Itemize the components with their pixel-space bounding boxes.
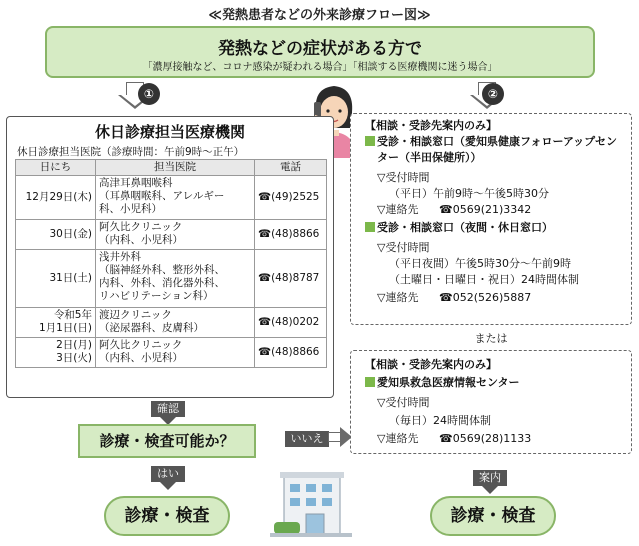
consultation-panel-1 <box>350 113 632 325</box>
consult1-hours2-label: ▽受付時間 <box>377 241 430 254</box>
col-header-clinic: 担当医院 <box>96 160 255 176</box>
row-clinic: 渡辺クリニック （泌尿器科、皮膚科） <box>96 308 255 338</box>
col-header-phone: 電話 <box>255 160 327 176</box>
yes-arrow-icon <box>160 482 176 490</box>
consult1-hours-label: ▽受付時間 <box>377 171 430 184</box>
consult1-contact: ☎0569(21)3342 <box>439 203 532 216</box>
route-2-label: ② <box>482 83 504 105</box>
consult1-window1: 受診・相談窓口（愛知県健康フォローアップセン <box>365 134 617 150</box>
availability-question: 診療・検査可能か？ <box>78 424 256 458</box>
symptom-conditions: 「濃厚接触など、コロナ感染が疑われる場合」「相談する医療機関に迷う場合」 <box>142 62 498 73</box>
row-clinic: 高津耳鼻咽喉科 （耳鼻咽喉科、アレルギー 科、小児科） <box>96 176 255 220</box>
row-date: 2日(月) 3日(火) <box>16 338 96 368</box>
holiday-panel-subtitle: 休日診療担当医院（診療時間：午前9時～正午） <box>17 146 245 158</box>
row-clinic: 浅井外科 （脳神経外科、整形外科、 内科、外科、消化器外科、 リハビリテーション科） <box>96 250 255 308</box>
row-phone: ☎(48)8787 <box>255 250 327 308</box>
row-phone: ☎(48)8866 <box>255 220 327 250</box>
holiday-schedule-table <box>15 159 327 368</box>
row-phone: ☎(49)2525 <box>255 176 327 220</box>
row-phone: ☎(48)0202 <box>255 308 327 338</box>
table-row <box>16 220 327 250</box>
consult2-contact: ☎0569(28)1133 <box>439 432 532 445</box>
row-clinic: 阿久比クリニック （内科、小児科） <box>96 338 255 368</box>
guide-arrow-icon <box>482 486 498 494</box>
table-row <box>16 176 327 220</box>
consultation-panel-2 <box>350 350 632 454</box>
confirm-tag: 確認 <box>151 401 185 417</box>
no-tag: いいえ <box>285 431 329 447</box>
holiday-panel-title: 休日診療担当医療機関 <box>94 123 245 141</box>
consult2-center: 愛知県救急医療情報センター <box>365 375 520 391</box>
table-row <box>16 308 327 338</box>
row-phone: ☎(48)8866 <box>255 338 327 368</box>
row-date: 令和5年 1月1日(日) <box>16 308 96 338</box>
symptom-box <box>45 26 595 78</box>
consult1-window1-cont: ター（半田保健所）） <box>377 151 482 164</box>
consultation-result-right: 診療・検査 <box>430 496 556 536</box>
consult1-window2: 受診・相談窓口（夜間・休日窓口） <box>365 220 553 236</box>
holiday-clinic-panel <box>6 116 334 398</box>
yes-tag: はい <box>151 466 185 482</box>
consult1-contact-label: ▽連絡先 <box>377 203 419 216</box>
consult2-hours-label: ▽受付時間 <box>377 396 430 409</box>
consult1-header: 【相談・受診先案内のみ】 <box>365 119 497 132</box>
table-row <box>16 338 327 368</box>
consult1-contact2-label: ▽連絡先 <box>377 291 419 304</box>
table-row <box>16 250 327 308</box>
route-1-label: ① <box>138 83 160 105</box>
guide-tag: 案内 <box>473 470 507 486</box>
row-date: 30日(金) <box>16 220 96 250</box>
consult1-hours: （平日）午前9時～午後5時30分 <box>389 187 549 200</box>
consultation-result-left: 診療・検査 <box>104 496 230 536</box>
row-date: 12月29日(木) <box>16 176 96 220</box>
hospital-building-illustration <box>270 466 352 538</box>
consult1-hours2a: （平日夜間）午後5時30分～午前9時 <box>389 257 571 270</box>
row-date: 31日(土) <box>16 250 96 308</box>
consult2-header: 【相談・受診先案内のみ】 <box>365 358 497 371</box>
green-square-icon <box>365 222 375 232</box>
col-header-date: 日にち <box>16 160 96 176</box>
green-square-icon <box>365 377 375 387</box>
consult1-hours2b: （土曜日・日曜日・祝日）24時間体制 <box>389 273 579 286</box>
page-title: ≪発熱患者などの外来診療フロー図≫ <box>208 8 431 23</box>
row-clinic: 阿久比クリニック （内科、小児科） <box>96 220 255 250</box>
consult2-hours: （毎日）24時間体制 <box>389 414 491 427</box>
consult1-contact2: ☎052(526)5887 <box>439 291 532 304</box>
consult2-contact-label: ▽連絡先 <box>377 432 419 445</box>
or-label: または <box>474 332 508 345</box>
symptom-heading: 発熱などの症状がある方で <box>218 39 422 59</box>
green-square-icon <box>365 136 375 146</box>
